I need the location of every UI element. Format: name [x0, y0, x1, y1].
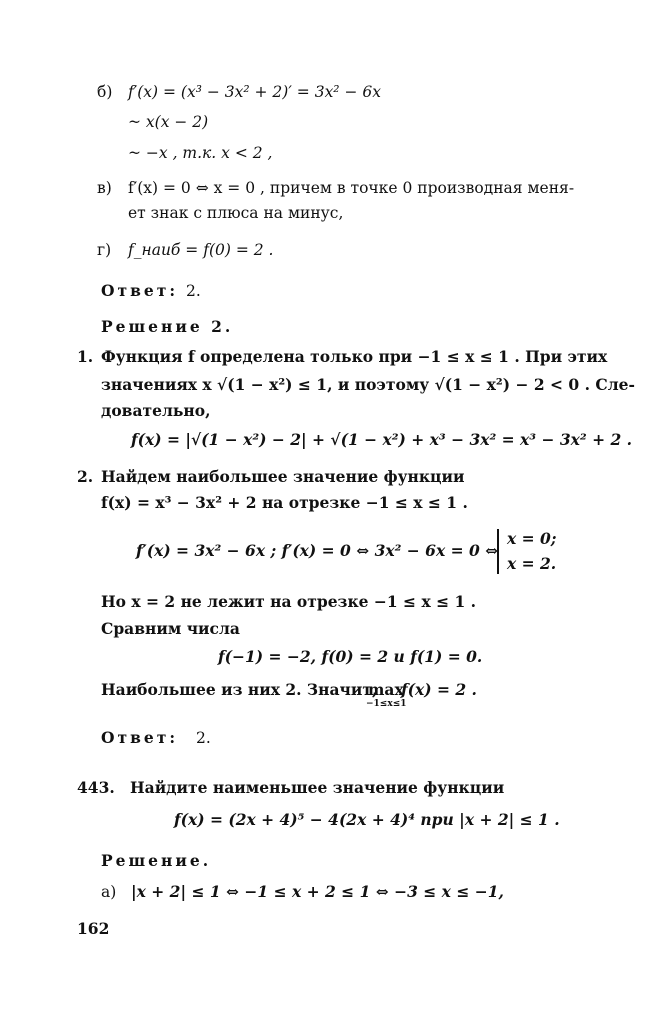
step1-line3: довательно, — [101, 401, 211, 420]
step2-formula: f′(x) = 3x² − 6x ; f′(x) = 0 ⇔ 3x² − 6x = 0 ⇔ — [136, 541, 499, 560]
page-number: 162 — [77, 919, 110, 938]
part-a-label: а) — [101, 883, 117, 901]
part-v-line2: ет знак с плюса на минус, — [128, 204, 344, 222]
solution2-title: Решение 2. — [101, 317, 234, 336]
step2-line4: Сравним числа — [101, 619, 240, 638]
system-bracket — [497, 529, 505, 574]
part-v-line1: f′(x) = 0 ⇔ x = 0 , причем в точке 0 производная меня- — [128, 179, 575, 197]
problem-formula: f(x) = (2x + 4)⁵ − 4(2x + 4)⁴ при |x + 2| ≤ 1 . — [174, 810, 560, 829]
step2-max-rest: f(x) = 2 . — [401, 680, 477, 699]
step2-values: f(−1) = −2, f(0) = 2 и f(1) = 0. — [218, 647, 483, 666]
step1-number: 1. — [77, 347, 94, 366]
step2-number: 2. — [77, 467, 94, 486]
part-a-text: |x + 2| ≤ 1 ⇔ −1 ≤ x + 2 ≤ 1 ⇔ −3 ≤ x ≤ −1, — [131, 882, 504, 901]
part-g-text: f_наиб = f(0) = 2 . — [128, 241, 274, 259]
part-b-label: б) — [97, 83, 113, 101]
part-b-line2: ~ x(x − 2) — [128, 113, 209, 131]
step2-line1: Найдем наибольшее значение функции — [101, 467, 465, 486]
part-b-line1: f′(x) = (x³ − 3x² + 2)′ = 3x² − 6x — [128, 83, 381, 101]
answer2-value: 2. — [196, 729, 211, 747]
part-v-label: в) — [97, 179, 112, 197]
step2-max-word: max — [368, 680, 404, 699]
problem-number: 443. — [77, 778, 115, 797]
step1-line1: Функция f определена только при −1 ≤ x ≤ 1 . При этих — [101, 347, 608, 366]
step2-max-sub: −1≤x≤1 — [366, 699, 407, 709]
step1-formula: f(x) = |√(1 − x²) − 2| + √(1 − x²) + x³ − 3x² = x³ − 3x² + 2 . — [131, 430, 633, 449]
answer2-label: Ответ: — [101, 728, 179, 747]
step2-line3: Но x = 2 не лежит на отрезке −1 ≤ x ≤ 1 . — [101, 592, 477, 611]
solution-title: Решение. — [101, 851, 212, 870]
answer1-label: Ответ: — [101, 281, 179, 300]
step2-case2: x = 2. — [507, 554, 557, 573]
part-g-label: г) — [97, 241, 112, 259]
answer1-value: 2. — [186, 282, 201, 300]
problem-text: Найдите наименьшее значение функции — [130, 778, 505, 797]
step2-case1: x = 0; — [507, 529, 557, 548]
step2-line2: f(x) = x³ − 3x² + 2 на отрезке −1 ≤ x ≤ 1 . — [101, 493, 468, 512]
step1-line2: значениях x √(1 − x²) ≤ 1, и поэтому √(1 − x²) − 2 < 0 . Сле- — [101, 375, 635, 394]
part-b-line3: ~ −x , т.к. x < 2 , — [128, 144, 273, 162]
step2-line5: Наибольшее из них 2. Значит, — [101, 680, 378, 699]
